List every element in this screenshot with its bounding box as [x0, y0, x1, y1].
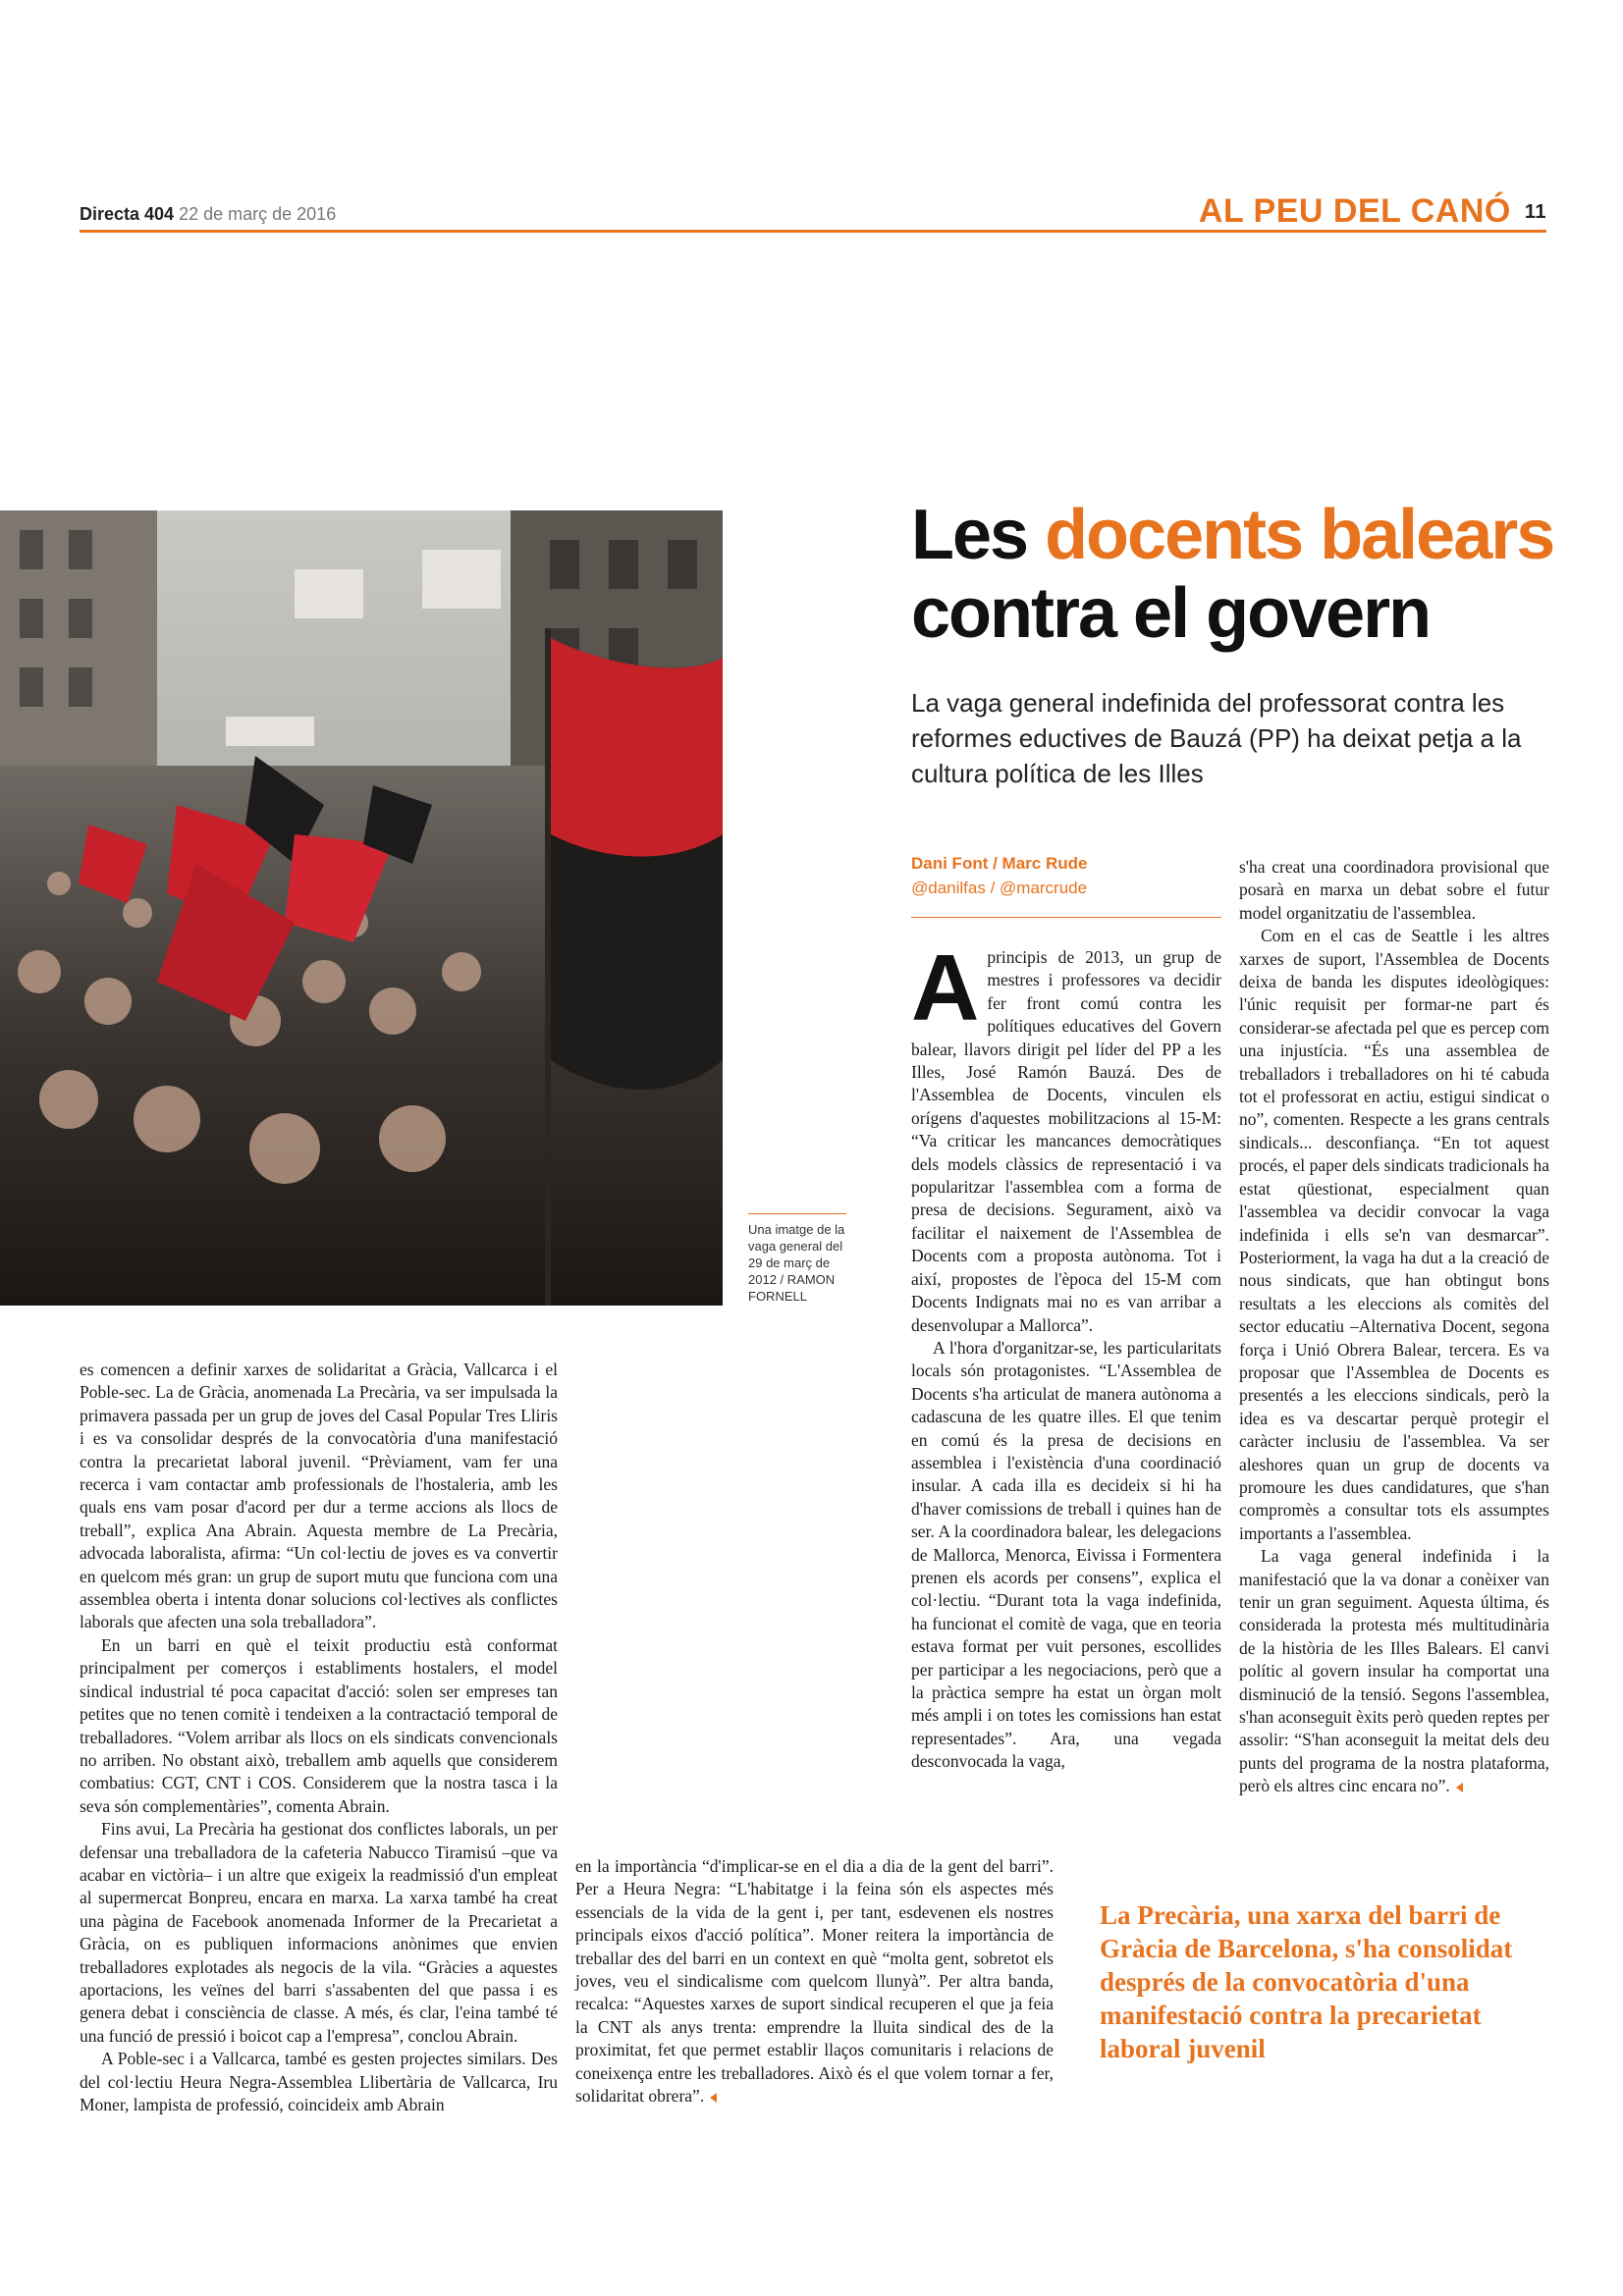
photo-caption: Una imatge de la vaga general del 29 de març de 2012 / RAMON FORNELL [748, 1222, 845, 1304]
article-column-2 [1239, 856, 1549, 1798]
title-highlight: docents balears [1045, 496, 1554, 574]
article-column-4 [575, 1855, 1054, 2108]
byline: Dani Font / Marc Rude [911, 854, 1088, 873]
protest-photo [0, 510, 723, 1306]
article-column-3 [80, 1359, 558, 2116]
article-title [911, 496, 1559, 653]
paragraph: Fins avui, La Precària ha gestionat dos conflictes laborals, un per defensar una treballadora de la cafeteria Nabucco Tiramisú –que va acabar en victòria– i un altre que exigeix la readmissió d'un empleat al supermercat Bonpreu, encara en marxa. La xarxa també ha creat una pàgina de Facebook anomenada Informer de la Precarietat a Gràcia, on es publiquen informacions anònimes que envien treballadores explotades als negocis de la vila. “Gràcies a aquestes aportacions, les veïnes del barri s'assabenten del que passa i es genera debat i consciència de classe. A més, és clar, l'eina també té una funció de pressió i boicot cap a l'empresa”, conclou Abrain. [80, 1819, 558, 2046]
paragraph-text: La vaga general indefinida i la manifestació que la va donar a conèixer van tenir un gran seguiment. Aquesta última, és considerada la protesta més multitudinària de la història de les Illes Balears. El canvi polític al govern insular ha comportat una disminució de la tensió. Segons l'assemblea, s'han aconseguit èxits però queden reptes per assolir: “S'han aconseguit la meitat dels deu punts del programa de la nostra plataforma, però els altres cinc encara no”. [1239, 1546, 1549, 1796]
paragraph [911, 935, 1221, 1337]
header-rule [80, 230, 1546, 233]
article-subtitle: La vaga general indefinida del professorat contra les reformes eductives de Bauzá (PP) ha deixat petja a la cultura política de les Illes [911, 688, 1522, 788]
protest-photo-illustration [0, 510, 723, 1306]
end-mark-icon [710, 2093, 717, 2103]
paragraph-text: principis de 2013, un grup de mestres i professores va decidir fer front comú contra les polítiques educatives del Govern balear, llavors dirigit pel líder del PP a les Illes, José Ramón Bauzá. Des de l'Assemblea de Docents, vinculen els orígens d'aquestes mobilitzacions al 15-M: “Va criticar les mancances democràtiques dels models clàssics de representació i va popularitzar l'assemblea com a forma de presa de decisions. Segurament, això va facilitar el naixement de l'Assemblea de Docents com a proposta autònoma. Tot i així, propostes de l'època del 15-M com Docents Indignats mai no es van arribar a desenvolupar a Mallorca”. [911, 947, 1221, 1335]
paragraph [575, 1855, 1054, 2108]
issue-date: 22 de març de 2016 [179, 204, 337, 224]
author-handles: @danilfas / @marcrude [911, 879, 1088, 897]
caption-rule [748, 1213, 846, 1214]
publication-name: Directa 404 [80, 204, 175, 224]
paragraph: En un barri en què el teixit productiu està conformat principalment per comerços i establiments hostalers, el model sindical industrial té poca capacitat d'acció: solen ser empreses tan petites que no tenen comitè i tendeixen a la contractació temporal de treballadores. “Volem arribar als llocs on els sindicats convencionals no arriben. No obstant això, treballem amb aquells que considerem combatius: CGT, CNT i COS. Considerem que la nostra tasca i la seva són complementàries”, comenta Abrain. [80, 1634, 558, 1816]
paragraph: A Poble-sec i a Vallcarca, també es gesten projectes similars. Des del col·lectiu Heura Negra-Assemblea Llibertària de Vallcarca, Iru Moner, lampista de professió, coincideix amb Abrain [80, 2049, 558, 2114]
paragraph-text: en la importància “d'implicar-se en el dia a dia de la gent del barri”. Per a Heura Negra: “L'habitatge i la feina són els aspectes més essencials de la vida de la gent i, per tant, esdevenen els nostres principals eixos d'acció política”. Moner reitera la importància de treballar des del barri en un context en què “molta gent, sobretot els joves, veu el sindicalisme com quelcom llunyà”. Per altra banda, recalca: “Aquestes xarxes de suport sindical recuperen el que ja feia la CNT als anys trenta: emprendre la lluita sindical des de la proximitat, fet que permet establir llaços comunitaris i relacions de coneixença entre les treballadores. Això és el que volem tornar a fer, solidaritat obrera”. [575, 1856, 1054, 2107]
paragraph: A l'hora d'organitzar-se, les particularitats locals són protagonistes. “L'Assemblea de Docents s'ha articulat de manera autònoma a cadascuna de les quatre illes. El que tenim en comú és la presa de decisions en assemblea i l'existència d'una coordinació insular. A cada illa es decideix si hi ha d'haver comissions de treball i quines han de ser. A la coordinadora balear, les delegacions de Mallorca, Menorca, Eivissa i Formentera prenen els acords per consens”, explica el col·lectiu. “Durant tota la vaga indefinida, ha funcionat el comitè de vaga, que en teoria estava format per vuit persones, escollides per participar a les negociacions, però que a la pràctica sempre ha estat un òrgan molt més ampli i on totes les comissions han estat representades”. Ara, una vegada desconvocada la vaga, [911, 1337, 1221, 1772]
paragraph [1239, 1545, 1549, 1797]
paragraph: Com en el cas de Seattle i les altres xarxes de suport, l'Assemblea de Docents deixa de banda les disputes ideològiques: l'únic requisit per formar-ne part és considerar-se afectada pel que es percep com una injustícia. “És una assemblea de treballadors i treballadores on hi té cabuda tot el professorat en actiu, estigui sindicat o no”, comenten. Respecte a les grans centrals sindicals... desconfiança. “En tot aquest procés, el paper dels sindicats tradicionals ha estat qüestionat, especialment quan l'assemblea va decidir convocar la vaga indefinida i ells se'n van desmarcar”. Posteriorment, la vaga ha dut a la creació de nous sindicats, que han obtingut bons resultats a les eleccions als comitès del sector educatiu –Alternativa Docent, segona força i Unió Obrera Balear, tercera. Es va proposar que l'Assemblea de Docents es presentés a les eleccions sindicals, però la idea es va descartar perquè protegir el caràcter inclusiu de l'assemblea. Va ser aleshores quan un grup de docents va promoure les dues candidatures, que s'han compromès a consultar tots els assumptes importants a l'assemblea. [1239, 926, 1549, 1543]
issue-info [80, 204, 336, 225]
title-part2: contra el govern [911, 574, 1431, 653]
paragraph: es comencen a definir xarxes de solidaritat a Gràcia, Vallcarca i el Poble-sec. La de Gràcia, anomenada La Precària, va ser impulsada la primavera passada per un grup de joves del Casal Popular Tres Lliris i es va consolidar després de la convocatòria d'una manifestació contra la precarietat laboral juvenil. “Prèviament, vam fer una recerca i vam contactar amb professionals de l'hostaleria, amb les quals ens vam posar d'acord per dur a terme accions als llocs de treball”, explica Ana Abrain. Aquesta membre de La Precària, advocada laboralista, afirma: “Un col·lectiu de joves es va convertir en quelcom més gran: un grup de suport mutu que funciona com una assemblea oberta i intenta donar solucions col·lectives als conflictes laborals que afecten una sola treballadora”. [80, 1360, 558, 1632]
drop-cap: A [911, 935, 980, 1041]
byline-rule [911, 917, 1221, 918]
page-number: 11 [1524, 201, 1546, 223]
paragraph: s'ha creat una coordinadora provisional que posarà en marxa un debat sobre el futur model organitzatiu de l'assemblea. [1239, 857, 1549, 923]
section-name: AL PEU DEL CANÓ [1198, 192, 1511, 230]
end-mark-icon [1456, 1783, 1463, 1792]
article-column-1 [911, 935, 1221, 1774]
title-part1: Les [911, 496, 1046, 574]
section-title [1199, 192, 1546, 231]
pull-quote: La Precària, una xarxa del barri de Gràcia de Barcelona, s'ha consolidat després de la convocatòria d'una manifestació contra la precarietat laboral juvenil [1100, 1900, 1513, 2063]
